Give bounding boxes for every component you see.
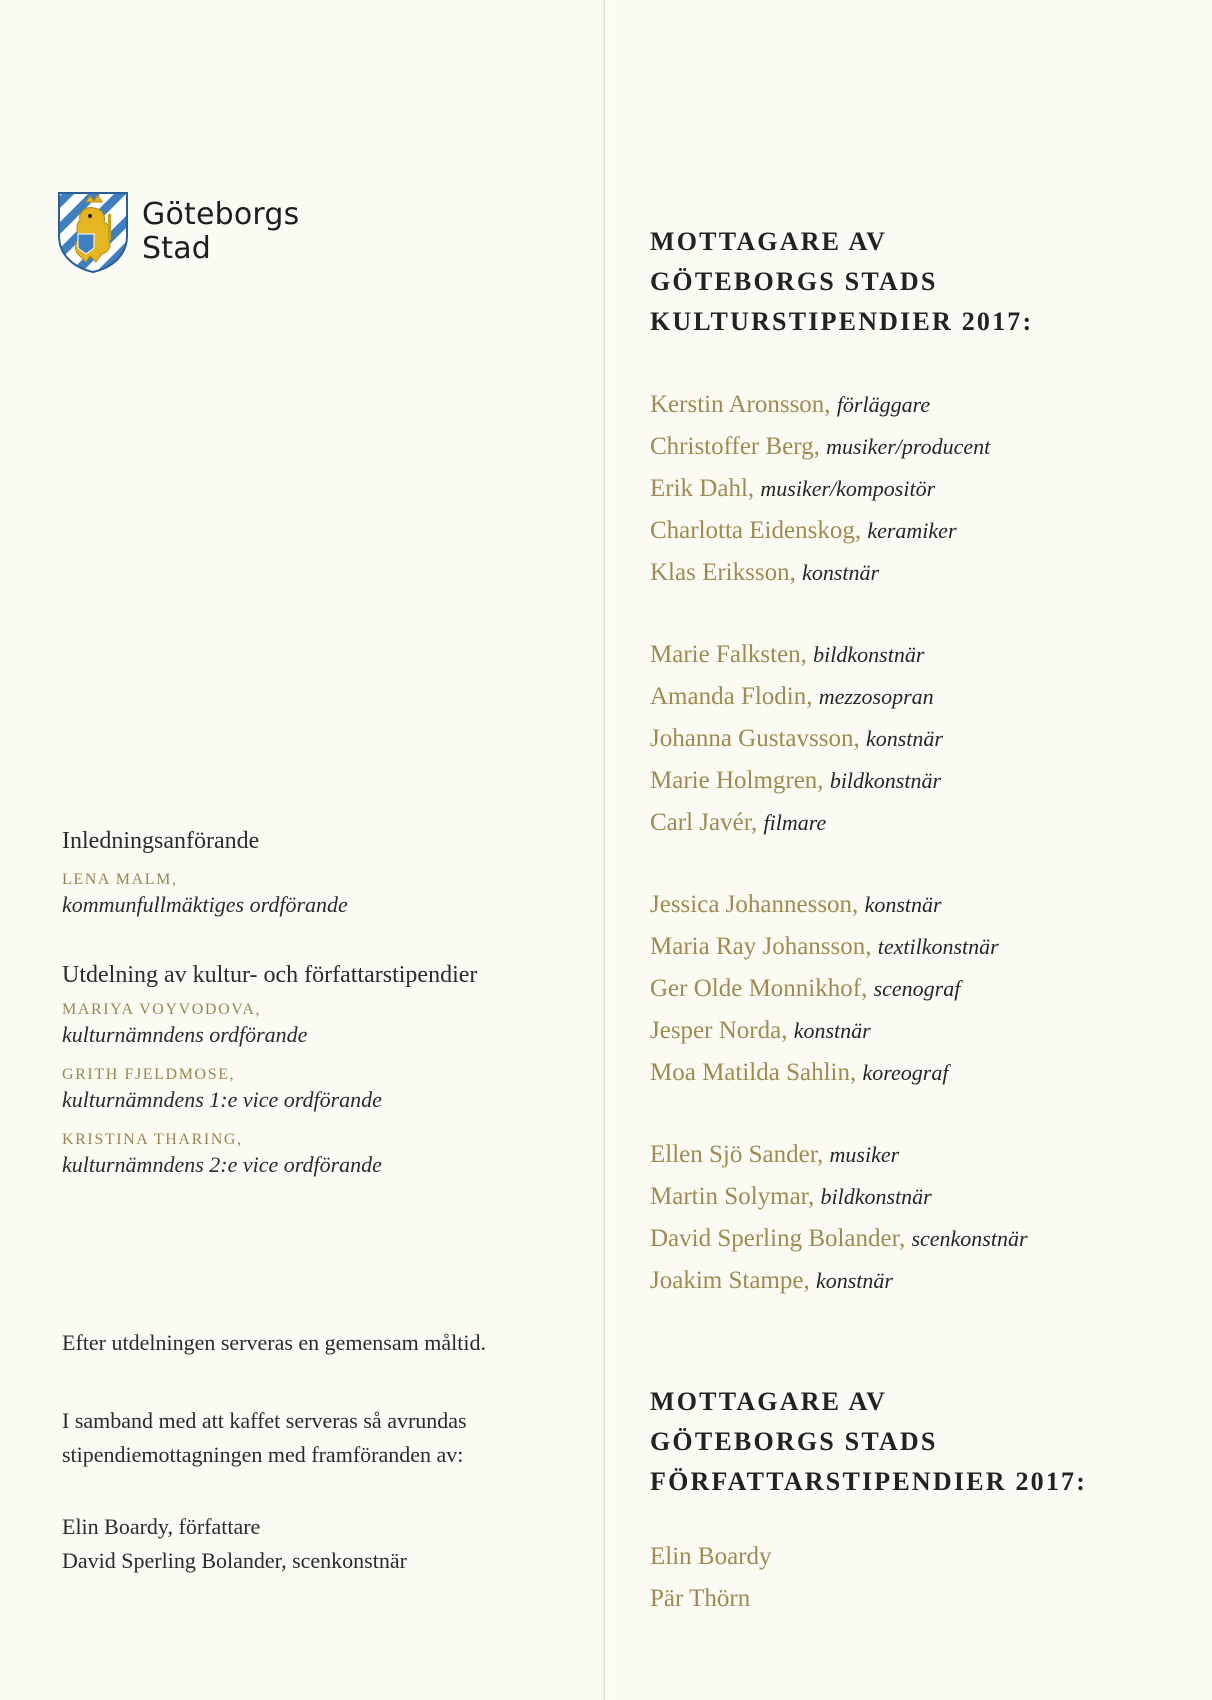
logo-wordmark: [142, 198, 300, 266]
recipient: [650, 926, 1190, 968]
recipient: [650, 1134, 1190, 1176]
kultur-heading-line-3: KULTURSTIPENDIER: [650, 307, 953, 336]
award-speaker: [62, 1001, 582, 1048]
recipient-name: Johanna Gustavsson,: [650, 725, 860, 752]
recipient-discipline: scenkonstnär: [911, 1226, 1028, 1251]
recipient-name: Joakim Stampe,: [650, 1267, 810, 1294]
recipient-name: David Sperling Bolander,: [650, 1225, 906, 1252]
recipient-discipline: scenograf: [873, 976, 961, 1001]
recipient: [650, 760, 1190, 802]
recipient-name: Christoffer Berg,: [650, 433, 820, 460]
award-speaker-role: kulturnämndens ordförande: [62, 1022, 308, 1047]
recipient-name: Ellen Sjö Sander,: [650, 1141, 824, 1168]
recipient-group: [650, 1134, 1190, 1302]
recipient: [650, 1052, 1190, 1094]
recipient: [650, 552, 1190, 594]
intro-speaker-name: LENA MALM,: [62, 871, 178, 888]
recipient-discipline: konstnär: [815, 1268, 893, 1293]
recipient-discipline: konstnär: [865, 726, 943, 751]
logo-line-2: Stad: [142, 231, 212, 266]
coffee-line-2: stipendiemottagningen med framföranden av:: [62, 1442, 464, 1467]
author-recipient: Elin Boardy: [650, 1543, 772, 1570]
goteborgs-stad-logo: [56, 190, 300, 274]
recipient-name: Marie Falksten,: [650, 641, 807, 668]
recipient-discipline: keramiker: [867, 518, 957, 543]
logo-line-1: Göteborgs: [142, 197, 300, 232]
forfattar-heading-line-3: FÖRFATTARSTIPENDIER: [650, 1467, 1007, 1496]
recipient: [650, 1260, 1190, 1302]
recipient-discipline: koreograf: [862, 1060, 949, 1085]
recipient: [650, 884, 1190, 926]
paper-fold-line: [604, 0, 605, 1700]
recipient-discipline: konstnär: [793, 1018, 871, 1043]
award-title: Utdelning av kultur- och författarstipendier: [62, 962, 478, 988]
performer: David Sperling Bolander, scenkonstnär: [62, 1548, 407, 1573]
award-speaker-role: kulturnämndens 2:e vice ordförande: [62, 1152, 382, 1177]
recipient-name: Moa Matilda Sahlin,: [650, 1059, 857, 1086]
coffee-line-1: I samband med att kaffet serveras så avrundas: [62, 1408, 467, 1433]
recipient: [650, 1176, 1190, 1218]
recipient-name: Erik Dahl,: [650, 475, 755, 502]
recipient-discipline: filmare: [763, 810, 827, 835]
recipient-discipline: förläggare: [836, 392, 931, 417]
recipient-name: Martin Solymar,: [650, 1183, 815, 1210]
intro-title: Inledningsanförande: [62, 828, 260, 854]
forfattar-heading-line-1: MOTTAGARE AV: [650, 1387, 888, 1416]
recipient: [650, 718, 1190, 760]
forfattar-recipients-section: [650, 1382, 1190, 1620]
recipient: [650, 676, 1190, 718]
recipient-discipline: mezzosopran: [818, 684, 934, 709]
recipient-name: Charlotta Eidenskog,: [650, 517, 862, 544]
forfattar-heading: [650, 1382, 1190, 1502]
recipient: [650, 468, 1190, 510]
recipient-name: Maria Ray Johansson,: [650, 933, 872, 960]
intro-speaker-role: kommunfullmäktiges ordförande: [62, 892, 348, 917]
kultur-heading-line-2: GÖTEBORGS STADS: [650, 267, 938, 296]
recipient: [650, 802, 1190, 844]
recipient-discipline: bildkonstnär: [829, 768, 942, 793]
recipient-name: Jesper Norda,: [650, 1017, 788, 1044]
recipient: [650, 634, 1190, 676]
recipient-group: [650, 884, 1190, 1094]
recipient-group: [650, 634, 1190, 844]
award-speaker-role: kulturnämndens 1:e vice ordförande: [62, 1087, 382, 1112]
recipient-discipline: musiker: [829, 1142, 900, 1167]
recipient: [650, 968, 1190, 1010]
recipient: [650, 1010, 1190, 1052]
recipient-discipline: musiker/kompositör: [760, 476, 936, 501]
kultur-heading-line-1: MOTTAGARE AV: [650, 227, 888, 256]
recipient-name: Klas Eriksson,: [650, 559, 796, 586]
award-speaker: [62, 1066, 582, 1113]
recipient: [650, 1218, 1190, 1260]
recipient-name: Kerstin Aronsson,: [650, 391, 831, 418]
recipient-discipline: textilkonstnär: [877, 934, 999, 959]
kultur-heading-year: 2017:: [961, 307, 1034, 336]
kultur-recipients-section: [650, 222, 1190, 1342]
author-recipient: Pär Thörn: [650, 1585, 751, 1612]
award-speaker: [62, 1131, 582, 1178]
recipient: [650, 510, 1190, 552]
recipient: [650, 384, 1190, 426]
recipient-discipline: konstnär: [864, 892, 942, 917]
recipient-discipline: bildkonstnär: [813, 642, 925, 667]
recipient-name: Jessica Johannesson,: [650, 891, 859, 918]
city-coat-of-arms-icon: [56, 190, 130, 274]
recipient-name: Ger Olde Monnikhof,: [650, 975, 868, 1002]
recipient-discipline: bildkonstnär: [820, 1184, 932, 1209]
recipient-group: [650, 384, 1190, 594]
recipient-discipline: konstnär: [802, 560, 880, 585]
award-speaker-name: MARIYA VOYVODOVA,: [62, 1001, 262, 1018]
recipient-name: Amanda Flodin,: [650, 683, 813, 710]
program-column: [62, 828, 582, 1578]
performer: Elin Boardy, författare: [62, 1514, 261, 1539]
award-speaker-name: KRISTINA THARING,: [62, 1131, 243, 1148]
forfattar-heading-year: 2017:: [1015, 1467, 1088, 1496]
forfattar-heading-line-2: GÖTEBORGS STADS: [650, 1427, 938, 1456]
recipient-name: Marie Holmgren,: [650, 767, 824, 794]
paper-fold-shadow: [600, 0, 610, 1700]
meal-text: Efter utdelningen serveras en gemensam måltid.: [62, 1330, 486, 1355]
kultur-heading: [650, 222, 1190, 342]
award-speaker-name: GRITH FJELDMOSE,: [62, 1066, 236, 1083]
recipient: [650, 426, 1190, 468]
recipient-discipline: musiker/producent: [826, 434, 991, 459]
recipient-name: Carl Javér,: [650, 809, 758, 836]
